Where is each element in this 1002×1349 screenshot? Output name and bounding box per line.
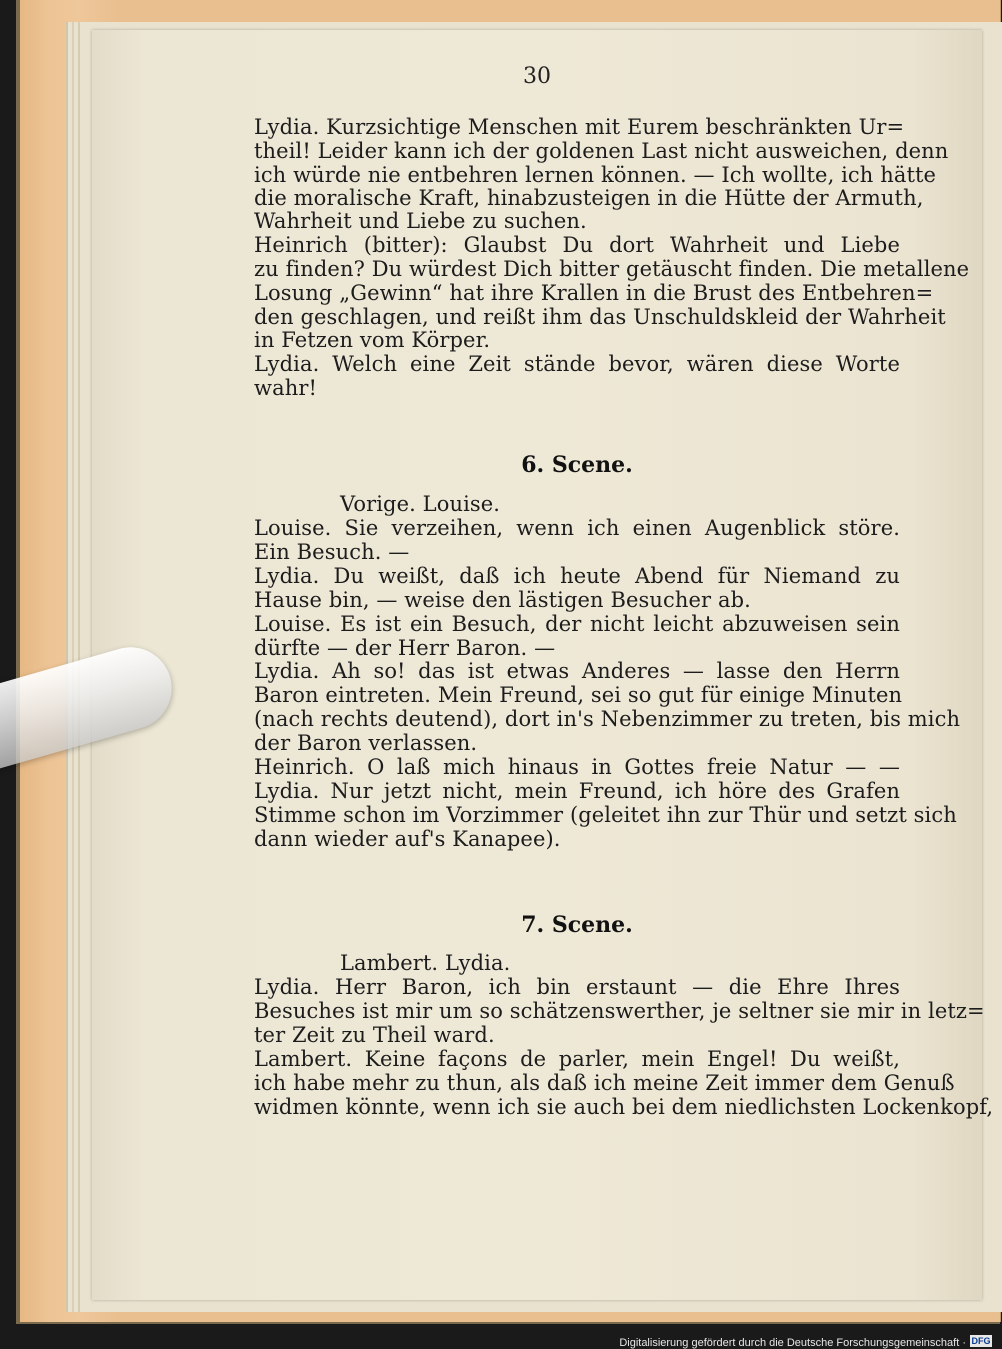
text-line: Louise. Es ist ein Besuch, der nicht leicht abzuweisen sein — [254, 612, 900, 636]
scene-heading: 7. Scene. — [521, 912, 633, 938]
text-line: Heinrich. O laß mich hinaus in Gottes freie Natur — — — [254, 755, 900, 779]
text-line: ter Zeit zu Theil ward. — [254, 1023, 495, 1047]
text-line: Lambert. Keine façons de parler, mein Engel! Du weißt, — [254, 1047, 900, 1071]
text-line: Stimme schon im Vorzimmer (geleitet ihn zur Thür und setzt sich — [254, 803, 957, 827]
text-line: Wahrheit und Liebe zu suchen. — [254, 209, 587, 233]
text-line: theil! Leider kann ich der goldenen Last nicht ausweichen, denn — [254, 139, 949, 163]
text-line: ich habe mehr zu thun, als daß ich meine Zeit immer dem Genuß — [254, 1071, 955, 1095]
text-line: Besuches ist mir um so schätzenswerther, je seltner sie mir in letz= — [254, 999, 985, 1023]
scene-heading: 6. Scene. — [521, 452, 633, 478]
text-line: Baron eintreten. Mein Freund, sei so gut für einige Minuten — [254, 683, 903, 707]
text-line: Lydia. Kurzsichtige Menschen mit Eurem beschränkten Ur= — [254, 115, 905, 139]
text-line: Heinrich (bitter): Glaubst Du dort Wahrheit und Liebe — [254, 233, 900, 257]
text-line: in Fetzen vom Körper. — [254, 328, 491, 352]
text-line: Lydia. Welch eine Zeit stände bevor, wären diese Worte — [254, 352, 900, 376]
text-line: zu finden? Du würdest Dich bitter getäuscht finden. Die metallene — [254, 257, 970, 281]
text-line: Lydia. Du weißt, daß ich heute Abend für Niemand zu — [254, 564, 900, 588]
text-line: die moralische Kraft, hinabzusteigen in die Hütte der Armuth, — [254, 186, 924, 210]
text-line: (nach rechts deutend), dort in's Nebenzimmer zu treten, bis mich — [254, 707, 961, 731]
text-line: Lydia. Ah so! das ist etwas Anderes — lasse den Herrn — [254, 659, 900, 683]
text-line: Lydia. Nur jetzt nicht, mein Freund, ich höre des Grafen — [254, 779, 900, 803]
stage-direction: Vorige. Louise. — [340, 492, 501, 516]
text-line: Hause bin, — weise den lästigen Besucher ab. — [254, 588, 751, 612]
dfg-logo: DFG — [971, 1336, 991, 1346]
text-line: widmen könnte, wenn ich sie auch bei dem niedlichsten Lockenkopf, — [254, 1095, 994, 1119]
text-line: ich würde nie entbehren lernen können. — Ich wollte, ich hätte — [254, 163, 937, 187]
stage-direction: Lambert. Lydia. — [340, 951, 511, 975]
text-line: dürfte — der Herr Baron. — — [254, 636, 556, 660]
text-line: den geschlagen, und reißt ihm das Unschuldskleid der Wahrheit — [254, 305, 946, 329]
text-line: dann wieder auf's Kanapee). — [254, 827, 561, 851]
text-line: Lydia. Herr Baron, ich bin erstaunt — die Ehre Ihres — [254, 975, 900, 999]
text-line: wahr! — [254, 376, 317, 400]
page-number: 30 — [523, 64, 551, 89]
text-line: Ein Besuch. — — [254, 540, 410, 564]
funding-credit: Digitalisierung gefördert durch die Deutsche Forschungsgemeinschaft · — [619, 1337, 966, 1349]
text-line: Losung „Gewinn“ hat ihre Krallen in die Brust des Entbehren= — [254, 281, 934, 305]
text-line: Louise. Sie verzeihen, wenn ich einen Augenblick störe. — [254, 516, 900, 540]
text-line: der Baron verlassen. — [254, 731, 478, 755]
